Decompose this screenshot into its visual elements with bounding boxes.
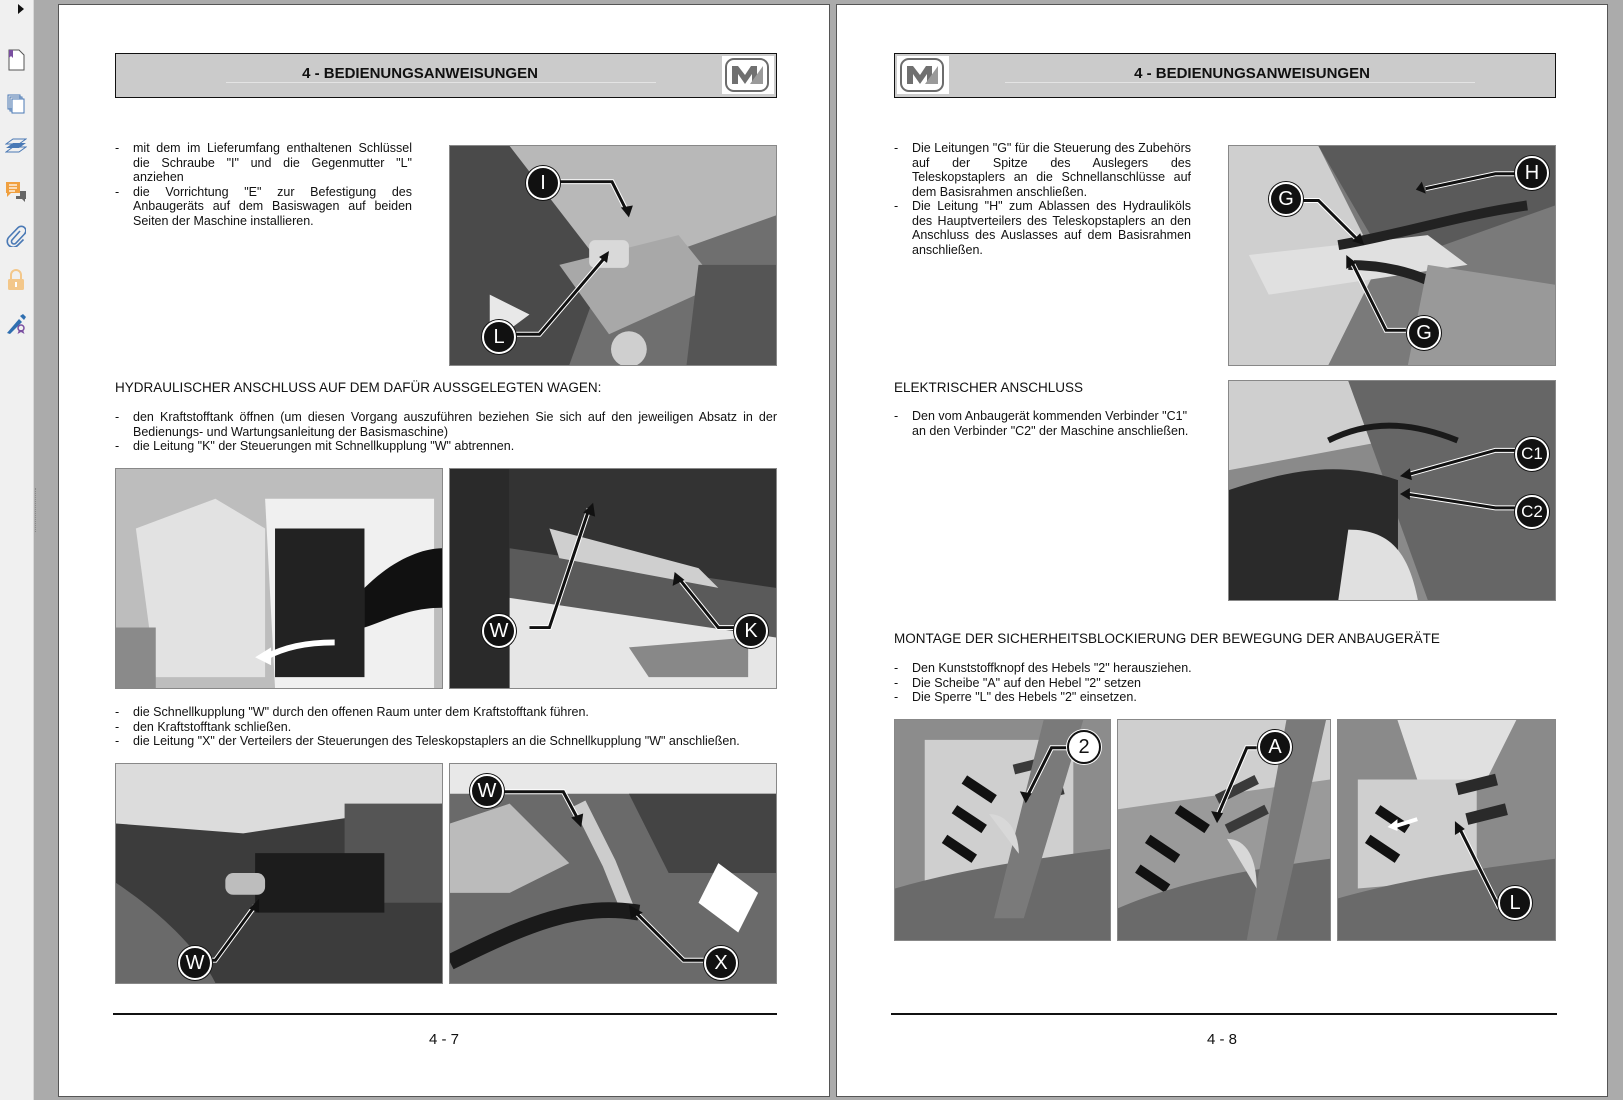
section-heading-hydraulic: HYDRAULISCHER ANSCHLUSS AUF DEM DAFÜR AUSSGELEGTEN WAGEN: xyxy=(115,380,602,395)
callout-label: L xyxy=(1498,886,1532,920)
hydraulic-instructions xyxy=(115,410,777,454)
coupling-instructions xyxy=(115,705,777,749)
instruction-item: - Die Leitung "H" zum Ablassen des Hydrauliköls des Hauptverteilers des Teleskopstaplers an den Anschluss des Auslasses auf dem Basisrahmen anschließen. xyxy=(894,199,1191,257)
signatures-button[interactable] xyxy=(4,312,28,336)
photo-open-fuel-tank xyxy=(115,468,443,689)
photo-electrical-connectors-c1-c2 xyxy=(1228,380,1556,601)
manufacturer-logo xyxy=(897,56,949,94)
comments-button[interactable] xyxy=(4,180,28,204)
footer-rule xyxy=(113,1013,777,1015)
security-button[interactable] xyxy=(4,268,28,292)
section-heading-safety-lock: MONTAGE DER SICHERHEITSBLOCKIERUNG DER BEWEGUNG DER ANBAUGERÄTE xyxy=(894,631,1440,646)
page-thumbnails-button[interactable] xyxy=(4,92,28,116)
footer-rule xyxy=(891,1013,1557,1015)
instruction-item: - die Leitung "X" der Verteilers der Steuerungen des Teleskopstaplers an die Schnellkupplung "W" anschließen. xyxy=(115,734,777,749)
instruction-item: - Den vom Anbaugerät kommenden Verbinder "C1" an den Verbinder "C2" der Maschine anschließen. xyxy=(894,409,1194,438)
callout-label: A xyxy=(1258,730,1292,764)
photo-lock-l-inserted xyxy=(1337,719,1556,941)
instruction-item: - Die Leitungen "G" für die Steuerung des Zubehörs auf der Spitze des Auslegers des Teleskopstaplers an die Schnellanschlüsse auf dem Basisrahmen anschließen. xyxy=(894,141,1191,199)
section-heading-electric: ELEKTRISCHER ANSCHLUSS xyxy=(894,380,1084,395)
safety-lock-instructions xyxy=(894,661,1556,705)
callout-label: X xyxy=(704,946,738,980)
photo-coupling-under-tank xyxy=(115,763,443,984)
attachment-icon xyxy=(6,225,26,247)
page-number: 4 - 8 xyxy=(1207,1031,1238,1048)
photo-line-x-to-coupling-w xyxy=(449,763,777,984)
page-number: 4 - 7 xyxy=(429,1031,460,1048)
pages-thumbnails-icon xyxy=(6,93,26,115)
photo-washer-a-on-lever xyxy=(1117,719,1331,941)
callout-label: 2 xyxy=(1067,730,1101,764)
attachments-button[interactable] xyxy=(4,224,28,248)
bookmark-page-icon xyxy=(6,49,26,71)
hydraulic-lines-instructions xyxy=(894,141,1191,257)
instruction-item: - die Vorrichtung "E" zur Befestigung des Anbaugeräts auf dem Basiswagen auf beiden Seiten der Maschine installieren. xyxy=(115,185,412,229)
instruction-item: - Die Sperre "L" des Hebels "2" einsetzen. xyxy=(894,690,1556,705)
logo-mark-icon xyxy=(906,64,940,86)
callout-label: C1 xyxy=(1515,437,1549,471)
photo-line-k-coupling-w xyxy=(449,468,777,689)
sidebar-resize-handle[interactable] xyxy=(35,488,38,532)
lock-icon xyxy=(6,269,26,291)
document-page-4-8 xyxy=(836,4,1608,1097)
signature-icon xyxy=(5,313,27,335)
comments-icon xyxy=(5,181,27,203)
callout-label: W xyxy=(470,774,504,808)
callout-label: K xyxy=(734,614,768,648)
manufacturer-logo xyxy=(722,56,774,94)
layers-button[interactable] xyxy=(4,136,28,160)
callout-label: G xyxy=(1269,182,1303,216)
page-header-title: 4 - BEDIENUNGSANWEISUNGEN xyxy=(302,65,538,82)
instruction-item: - den Kraftstofftank schließen. xyxy=(115,720,777,735)
layers-icon xyxy=(5,138,27,158)
callout-label: L xyxy=(482,320,516,354)
callout-label: H xyxy=(1515,156,1549,190)
intro-instructions xyxy=(115,141,412,228)
callout-label: I xyxy=(526,166,560,200)
document-page-4-7 xyxy=(58,4,830,1097)
photo-lever-2-knob xyxy=(894,719,1111,941)
bookmarks-button[interactable] xyxy=(4,48,28,72)
page-header-title: 4 - BEDIENUNGSANWEISUNGEN xyxy=(1134,65,1370,82)
photo-quick-connectors-g-h xyxy=(1228,145,1556,366)
instruction-item: - Die Scheibe "A" auf den Hebel "2" setzen xyxy=(894,676,1556,691)
callout-label: G xyxy=(1407,316,1441,350)
sidebar-toggle-arrow-icon[interactable] xyxy=(18,4,24,14)
page-header xyxy=(115,53,777,98)
page-header xyxy=(894,53,1556,98)
header-rule xyxy=(1005,82,1475,83)
callout-label: C2 xyxy=(1515,495,1549,529)
callout-label: W xyxy=(482,614,516,648)
header-rule xyxy=(226,82,656,83)
instruction-item: - den Kraftstofftank öffnen (um diesen Vorgang auszuführen beziehen Sie sich auf den jeweiligen Absatz in der Bedienungs- und Wartungsanleitung der Basismaschine) xyxy=(115,410,777,439)
callout-label: W xyxy=(178,946,212,980)
instruction-item: - die Leitung "K" der Steuerungen mit Schnellkupplung "W" abtrennen. xyxy=(115,439,777,454)
electric-instructions xyxy=(894,409,1194,438)
photo-bolt-and-locknut xyxy=(449,145,777,366)
instruction-item: - mit dem im Lieferumfang enthaltenen Schlüssel die Schraube "I" und die Gegenmutter "L" anziehen xyxy=(115,141,412,185)
instruction-item: - die Schnellkupplung "W" durch den offenen Raum unter dem Kraftstofftank führen. xyxy=(115,705,777,720)
logo-mark-icon xyxy=(731,64,765,86)
viewer-sidebar xyxy=(0,0,34,1100)
instruction-item: - Den Kunststoffknopf des Hebels "2" herausziehen. xyxy=(894,661,1556,676)
